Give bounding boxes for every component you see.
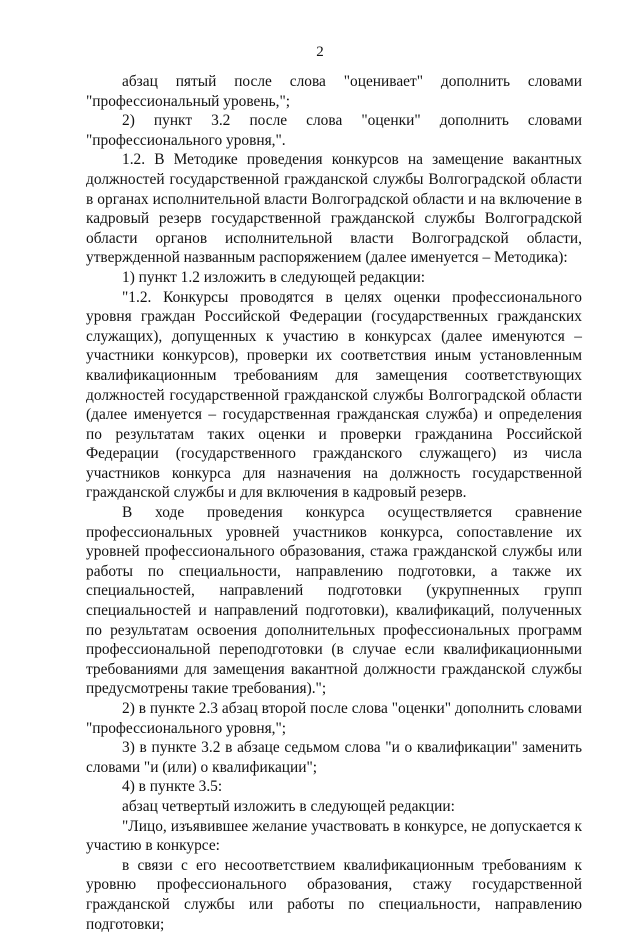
paragraph: В ходе проведения конкурса осуществляется сравнение профессиональных уровней участников конкурса, сопоставление их уровней профессионального образования, стажа гражданской службы или работы по специальности, направлению подготовки, а также их специальностей, направлений подготовки (укрупненных групп специальностей и направлений подготовки), квалификаций, полученных по результатам освоения дополнительных профессиональных программ профессиональной переподготовки (в случае если квалификационными требованиями для замещения вакантной должности гражданской службы предусмотрены такие требования)."; <box>86 504 582 698</box>
paragraph: "1.2. Конкурсы проводятся в целях оценки профессионального уровня граждан Российской Федерации (государственных гражданских служащих), допущенных к участию в конкурсах (далее именуются – участники конкурсов), проверки их соответствия иным установленным квалификационным требованиям для замещения соответствующих должностей государственной гражданской службы Волгоградской области (далее именуется – государственная гражданская служба) и определения по результатам таких оценки и проверки гражданина Российской Федерации (государственного гражданского служащего) из числа участников конкурса для назначения на должность государственной гражданской службы и для включения в кадровый резерв. <box>86 288 582 502</box>
paragraph: 3) в пункте 3.2 в абзаце седьмом слова "и о квалификации" заменить словами "и (или) о квалификации"; <box>86 739 582 776</box>
paragraph: 1) пункт 1.2 изложить в следующей редакции: <box>122 268 426 286</box>
paragraph: абзац четвертый изложить в следующей редакции: <box>122 797 455 815</box>
page-number: 2 <box>316 44 324 60</box>
document-body <box>86 72 582 934</box>
paragraph: "Лицо, изъявившее желание участвовать в конкурсе, не допускается к участию в конкурсе: <box>86 817 582 855</box>
paragraph: 2) в пункте 2.3 абзац второй после слова "оценки" дополнить словами "профессионального уровня,"; <box>86 700 582 737</box>
paragraph: 4) в пункте 3.5: <box>122 778 223 796</box>
paragraph: 2) пункт 3.2 после слова "оценки" дополнить словами "профессионального уровня,". <box>86 112 582 149</box>
paragraph: абзац пятый после слова "оценивает" дополнить словами "профессиональный уровень,"; <box>86 73 582 110</box>
paragraph: 1.2. В Методике проведения конкурсов на замещение вакантных должностей государственной гражданской службы Волгоградской области в органах исполнительной власти Волгоградской области и на включение в кадровый резерв государственной гражданской службы Волгоградской области органов исполнительной власти Волгоградской области, утвержденной названным распоряжением (далее именуется – Методика): <box>86 151 582 267</box>
paragraph: в связи с его несоответствием квалификационным требованиям к уровню профессионального образования, стажу государственной гражданской службы или работы по специальности, направлению подготовки; <box>86 856 582 933</box>
